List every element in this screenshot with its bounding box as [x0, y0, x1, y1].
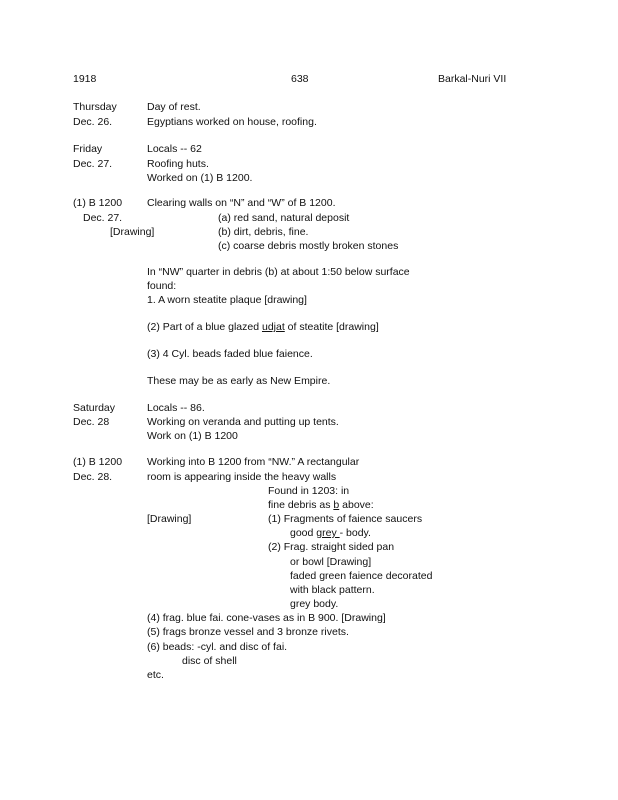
- find-item: [290, 526, 371, 540]
- entry-line: Egyptians worked on house, roofing.: [147, 116, 317, 128]
- entry-ref: (1) B 1200: [73, 456, 123, 468]
- entry-day: Friday: [73, 143, 103, 155]
- found-text: fine debris as: [268, 499, 334, 511]
- entry-day: Thursday: [73, 101, 117, 113]
- find-item-text: of steatite [drawing]: [284, 321, 379, 333]
- drawing-note: [Drawing]: [147, 513, 192, 525]
- entry-line: Worked on (1) B 1200.: [147, 172, 253, 184]
- entry-line: room is appearing inside the heavy walls: [147, 471, 337, 483]
- find-description: In “NW” quarter in debris (b) at about 1:50 below surface: [147, 266, 410, 278]
- deposit-c: (c) coarse debris mostly broken stones: [218, 240, 399, 252]
- entry-ref: (1) B 1200: [73, 197, 123, 209]
- entry-line: Work on (1) B 1200: [147, 430, 238, 442]
- entry-line: Roofing huts.: [147, 158, 209, 170]
- find-item: [147, 320, 379, 334]
- header-volume: Barkal-Nuri VII: [438, 73, 507, 85]
- find-note: These may be as early as New Empire.: [147, 375, 331, 387]
- find-description: found:: [147, 280, 177, 292]
- header-page-number: 638: [291, 73, 309, 85]
- entry-date: Dec. 27.: [83, 212, 123, 224]
- find-item: (6) beads: -cyl. and disc of fai.: [147, 641, 288, 653]
- find-item-text: (2) Part of a blue glazed: [147, 321, 262, 333]
- find-item: with black pattern.: [290, 584, 375, 596]
- deposit-a: (a) red sand, natural deposit: [218, 212, 350, 224]
- find-item: or bowl [Drawing]: [290, 556, 372, 568]
- entry-date: Dec. 28.: [73, 471, 113, 483]
- find-item: (4) frag. blue fai. cone-vases as in B 900. [Drawing]: [147, 612, 386, 624]
- entry-line: Working into B 1200 from “NW.” A rectangular: [147, 456, 360, 468]
- entry-line: Locals -- 62: [147, 143, 202, 155]
- found-line: [268, 498, 374, 512]
- find-item: (2) Frag. straight sided pan: [268, 541, 395, 553]
- entry-line: Working on veranda and putting up tents.: [147, 416, 339, 428]
- find-item: (5) frags bronze vessel and 3 bronze rivets.: [147, 626, 349, 638]
- underlined-term: b: [333, 499, 340, 511]
- find-item: (1) Fragments of faience saucers: [268, 513, 423, 525]
- find-item: (3) 4 Cyl. beads faded blue faience.: [147, 348, 313, 360]
- entry-line: Locals -- 86.: [147, 402, 205, 414]
- entry-line: Day of rest.: [147, 101, 201, 113]
- entry-date: Dec. 27.: [73, 158, 113, 170]
- underlined-term: grey: [316, 527, 340, 539]
- etc-note: etc.: [147, 669, 164, 681]
- find-item-text: - body.: [339, 527, 371, 539]
- find-item: disc of shell: [182, 655, 237, 667]
- found-text: above:: [339, 499, 374, 511]
- drawing-note: [Drawing]: [110, 226, 155, 238]
- found-line: Found in 1203: in: [268, 485, 350, 497]
- find-item-text: good: [290, 527, 317, 539]
- deposit-b: (b) dirt, debris, fine.: [218, 226, 309, 238]
- entry-date: Dec. 26.: [73, 116, 113, 128]
- find-item: 1. A worn steatite plaque [drawing]: [147, 294, 307, 306]
- header-year: 1918: [73, 73, 97, 85]
- entry-heading: Clearing walls on “N” and “W” of B 1200.: [147, 197, 336, 209]
- underlined-term: udjat: [261, 321, 285, 333]
- find-item: grey body.: [290, 598, 339, 610]
- entry-day: Saturday: [73, 402, 116, 414]
- find-item: faded green faience decorated: [290, 570, 433, 582]
- entry-date: Dec. 28: [73, 416, 110, 428]
